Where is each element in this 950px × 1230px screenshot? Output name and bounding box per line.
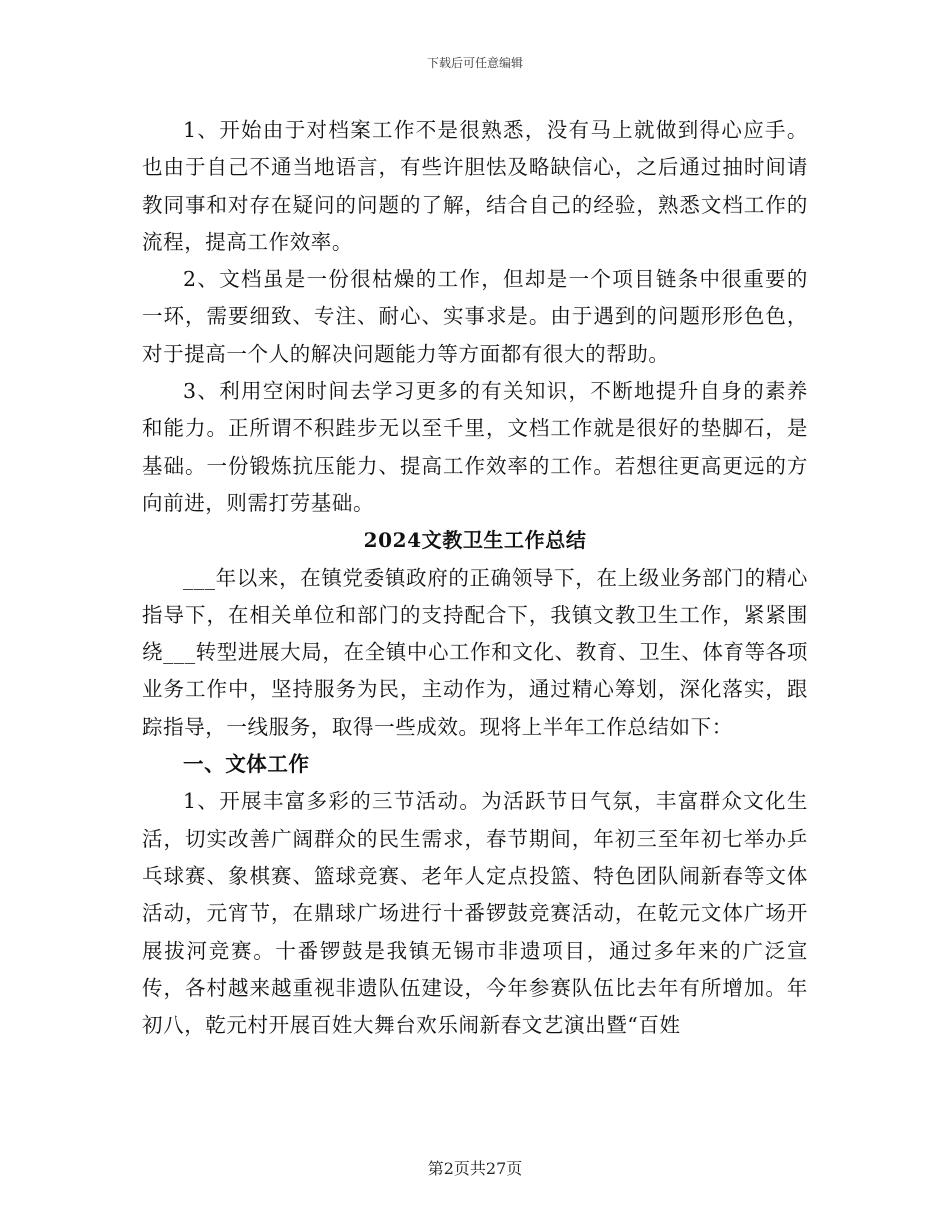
document-title: 2024文教卫生工作总结 — [363, 528, 587, 553]
paragraph-1: 1、开始由于对档案工作不是很熟悉，没有马上就做到得心应手。也由于自己不通当地语言，有些许胆怯及略缺信心，之后通过抽时间请教同事和对存在疑问的问题的了解，结合自己的经验，熟悉文档工作的流程，提高工作效率。 — [142, 118, 808, 254]
document-body — [142, 112, 808, 1044]
paragraph-2: 2、文档虽是一份很枯燥的工作，但却是一个项目链条中很重要的一环，需要细致、专注、耐心、实事求是。由于遇到的问题形形色色，对于提高一个人的解决问题能力等方面都有很大的帮助。 — [142, 267, 808, 366]
section-heading: 一、文体工作 — [183, 752, 310, 777]
intro-paragraph: ___年以来，在镇党委镇政府的正确领导下，在上级业务部门的精心指导下，在相关单位和部门的支持配合下，我镇文教卫生工作，紧紧围绕___转型进展大局，在全镇中心工作和文化、教育、卫生、体育等各项业务工作中，坚持服务为民，主动作为，通过精心筹划，深化落实，跟踪指导，一线服务，取得一些成效。现将上半年工作总结如下： — [142, 565, 808, 739]
paragraph-3: 3、利用空闲时间去学习更多的有关知识，不断地提升自身的素养和能力。正所谓不积跬步无以至千里，文档工作就是很好的垫脚石，是基础。一份锻炼抗压能力、提高工作效率的工作。若想往更高更远的方向前进，则需打劳基础。 — [142, 379, 808, 515]
header-note: 下载后可任意编辑 — [426, 56, 523, 70]
page-number: 第2页共27页 — [427, 1159, 523, 1178]
section-paragraph: 1、开展丰富多彩的三节活动。为活跃节日气氛，丰富群众文化生活，切实改善广阔群众的民生需求，春节期间，年初三至年初七举办乒乓球赛、象棋赛、篮球竞赛、老年人定点投篮、特色团队闹新春等文体活动，元宵节，在鼎球广场进行十番锣鼓竞赛活动，在乾元文体广场开展拔河竞赛。十番锣鼓是我镇无锡市非遗项目，通过多年来的广泛宣传，各村越来越重视非遗队伍建设，今年参赛队伍比去年有所增加。年初八，乾元村开展百姓大舞台欢乐闹新春文艺演出暨“百姓 — [142, 789, 808, 1038]
